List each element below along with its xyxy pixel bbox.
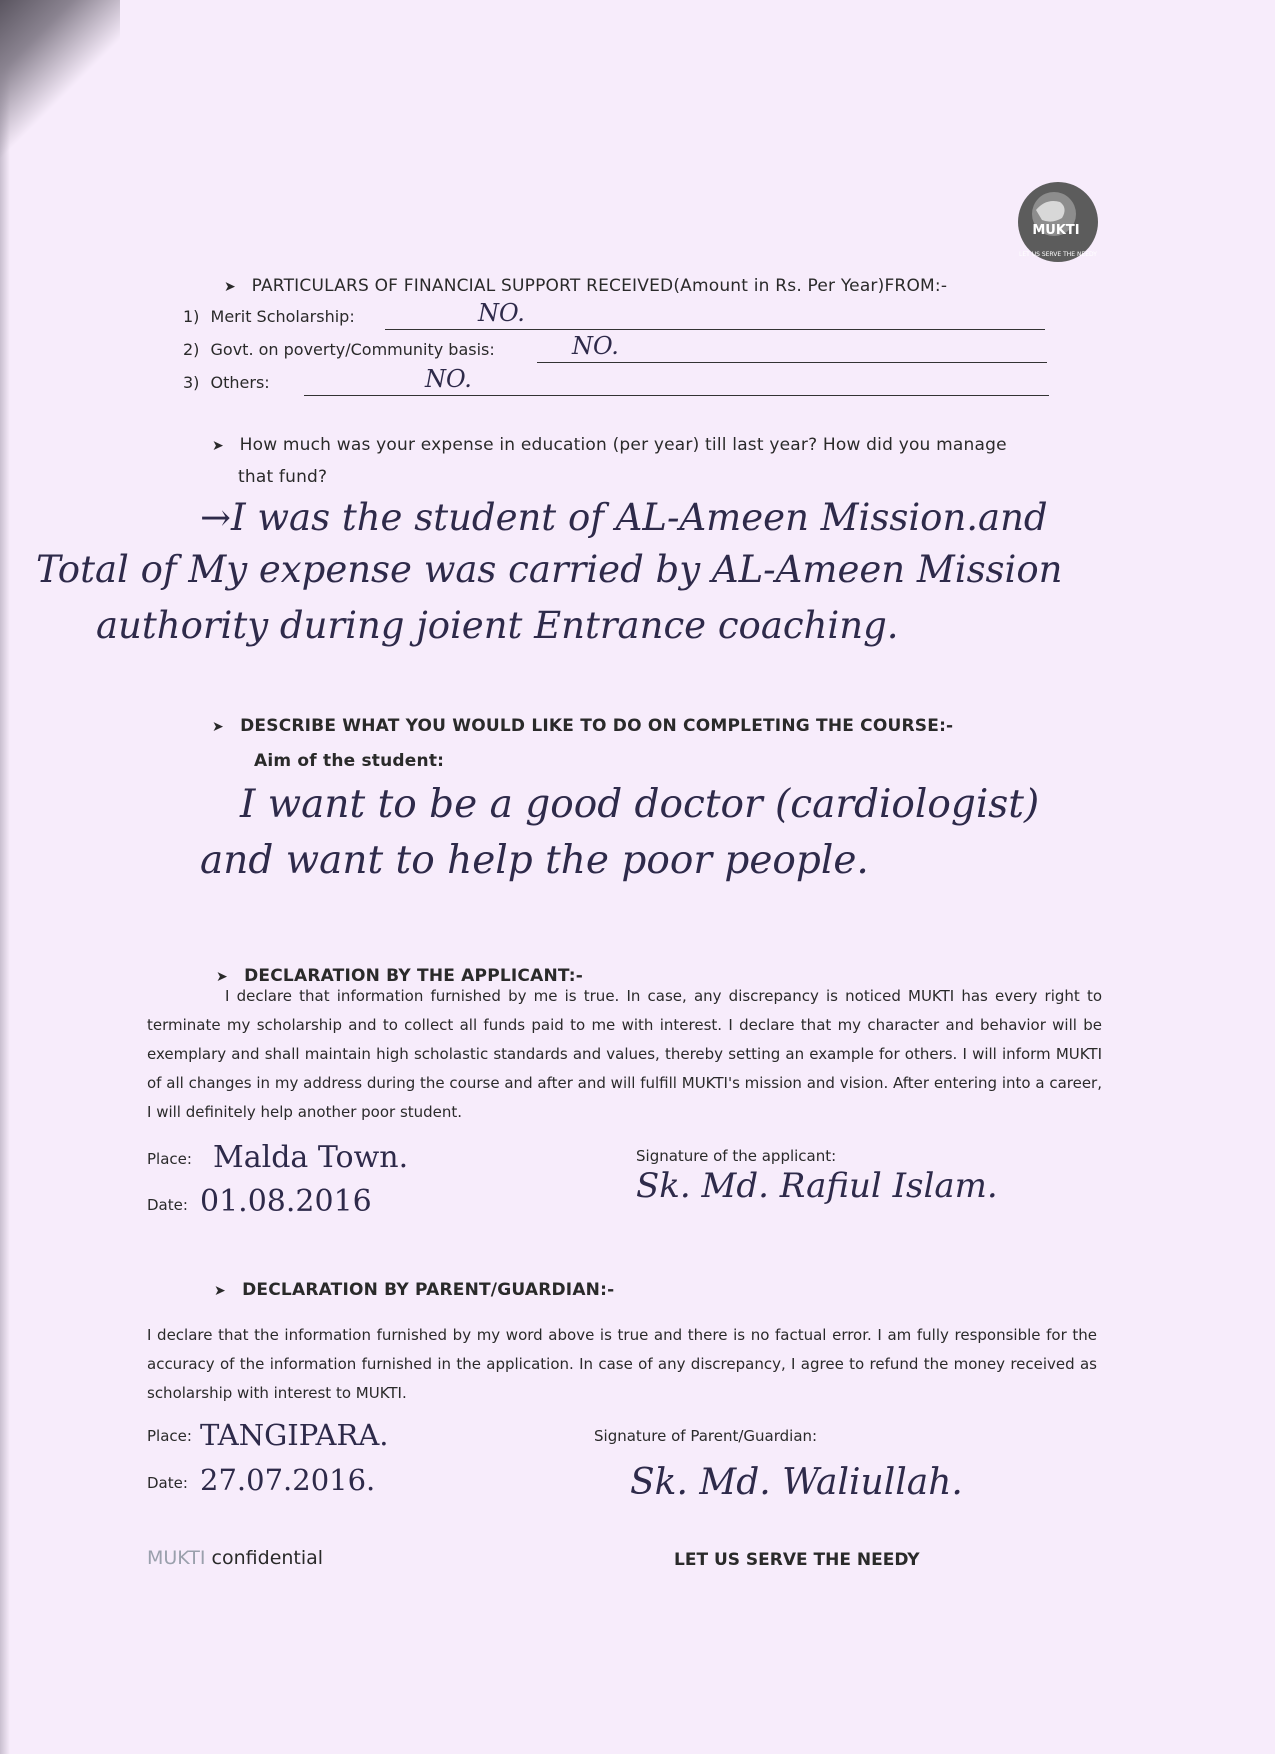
- guardian-date-label: Date:: [147, 1474, 188, 1492]
- page-corner-fold: [0, 0, 120, 170]
- expense-answer-line1[interactable]: →I was the student of AL-Ameen Mission.and: [200, 496, 1048, 539]
- bullet-arrow-icon: ➤: [216, 969, 228, 985]
- applicant-place-label: Place:: [147, 1150, 192, 1168]
- bullet-arrow-icon: ➤: [212, 438, 224, 454]
- guardian-declaration-heading: [214, 1280, 614, 1300]
- aim-heading: [212, 716, 953, 736]
- applicant-place-value[interactable]: Malda Town.: [213, 1140, 409, 1175]
- expense-question: [212, 435, 1007, 455]
- govt-underline: [537, 362, 1047, 363]
- aim-heading-text: DESCRIBE WHAT YOU WOULD LIKE TO DO ON COMPLETING THE COURSE:-: [240, 716, 954, 736]
- logo-text: MUKTI: [1032, 223, 1080, 238]
- logo-ring-text: LET US SERVE THE NEEDY: [1019, 251, 1097, 258]
- guardian-declaration-text: I declare that the information furnished by my word above is true and there is no factual error. I am fully responsible for the accuracy of the information furnished in the application. In case of any discrepancy, I agree to refund the money received as scholarship with interest to MUKTI.: [147, 1326, 1097, 1402]
- applicant-heading-text: DECLARATION BY THE APPLICANT:-: [244, 966, 583, 986]
- bullet-arrow-icon: ➤: [214, 1283, 226, 1299]
- footer-confidential-text: confidential: [211, 1547, 324, 1569]
- expense-question-line1: How much was your expense in education (per year) till last year? How did you manage: [239, 435, 1007, 455]
- footer-confidential: [147, 1547, 323, 1569]
- guardian-signature-label: Signature of Parent/Guardian:: [594, 1427, 818, 1445]
- bullet-arrow-icon: ➤: [224, 279, 236, 295]
- footer-motto: LET US SERVE THE NEEDY: [674, 1550, 920, 1570]
- applicant-date-value[interactable]: 01.08.2016: [200, 1184, 372, 1219]
- bullet-arrow-icon: ➤: [212, 719, 224, 735]
- applicant-date-label: Date:: [147, 1196, 188, 1214]
- guardian-place-label: Place:: [147, 1427, 192, 1445]
- expense-answer-line3[interactable]: authority during joient Entrance coaching.: [96, 604, 899, 647]
- guardian-place-value[interactable]: TANGIPARA.: [200, 1418, 389, 1452]
- financial-item-others: [183, 373, 270, 392]
- expense-answer-line2[interactable]: Total of My expense was carried by AL-Ameen Mission: [36, 548, 1063, 591]
- page-edge-shadow: [0, 0, 10, 1754]
- aim-answer-line1[interactable]: I want to be a good doctor (cardiologist): [240, 782, 1040, 827]
- guardian-date-value[interactable]: 27.07.2016.: [200, 1463, 376, 1497]
- item-label: Others:: [210, 373, 270, 392]
- applicant-declaration-text: I declare that information furnished by me is true. In case, any discrepancy is noticed MUKTI has every right to terminate my scholarship and to collect all funds paid to me with interest. I declare that my character and behavior will be exemplary and shall maintain high scholastic standards and values, thereby setting an example for others. I will inform MUKTI of all changes in my address during the course and after and will fulfill MUKTI's mission and vision. After entering into a career, I will definitely help another poor student.: [147, 987, 1102, 1121]
- others-underline: [304, 395, 1049, 396]
- item-label: Govt. on poverty/Community basis:: [210, 340, 495, 359]
- item-number: 2): [183, 340, 200, 359]
- financial-heading-text: PARTICULARS OF FINANCIAL SUPPORT RECEIVED(Amount in Rs. Per Year)FROM:-: [251, 276, 948, 296]
- guardian-signature[interactable]: Sk. Md. Waliullah.: [630, 1462, 963, 1503]
- aim-sublabel: Aim of the student:: [254, 751, 445, 771]
- merit-underline: [385, 329, 1045, 330]
- item-number: 1): [183, 307, 200, 326]
- financial-heading: [224, 276, 947, 296]
- applicant-signature-label: Signature of the applicant:: [636, 1147, 837, 1165]
- others-answer[interactable]: NO.: [425, 365, 472, 393]
- merit-answer[interactable]: NO.: [478, 299, 525, 327]
- govt-answer[interactable]: NO.: [572, 332, 619, 360]
- item-number: 3): [183, 373, 200, 392]
- guardian-heading-text: DECLARATION BY PARENT/GUARDIAN:-: [242, 1280, 615, 1300]
- expense-question-line2: that fund?: [238, 467, 328, 487]
- financial-item-merit: [183, 307, 355, 326]
- aim-answer-line2[interactable]: and want to help the poor people.: [200, 838, 869, 883]
- footer-brand: MUKTI: [147, 1547, 206, 1569]
- item-label: Merit Scholarship:: [210, 307, 355, 326]
- financial-item-govt: [183, 340, 495, 359]
- applicant-signature[interactable]: Sk. Md. Rafiul Islam.: [636, 1166, 998, 1206]
- mukti-logo: [1016, 180, 1100, 264]
